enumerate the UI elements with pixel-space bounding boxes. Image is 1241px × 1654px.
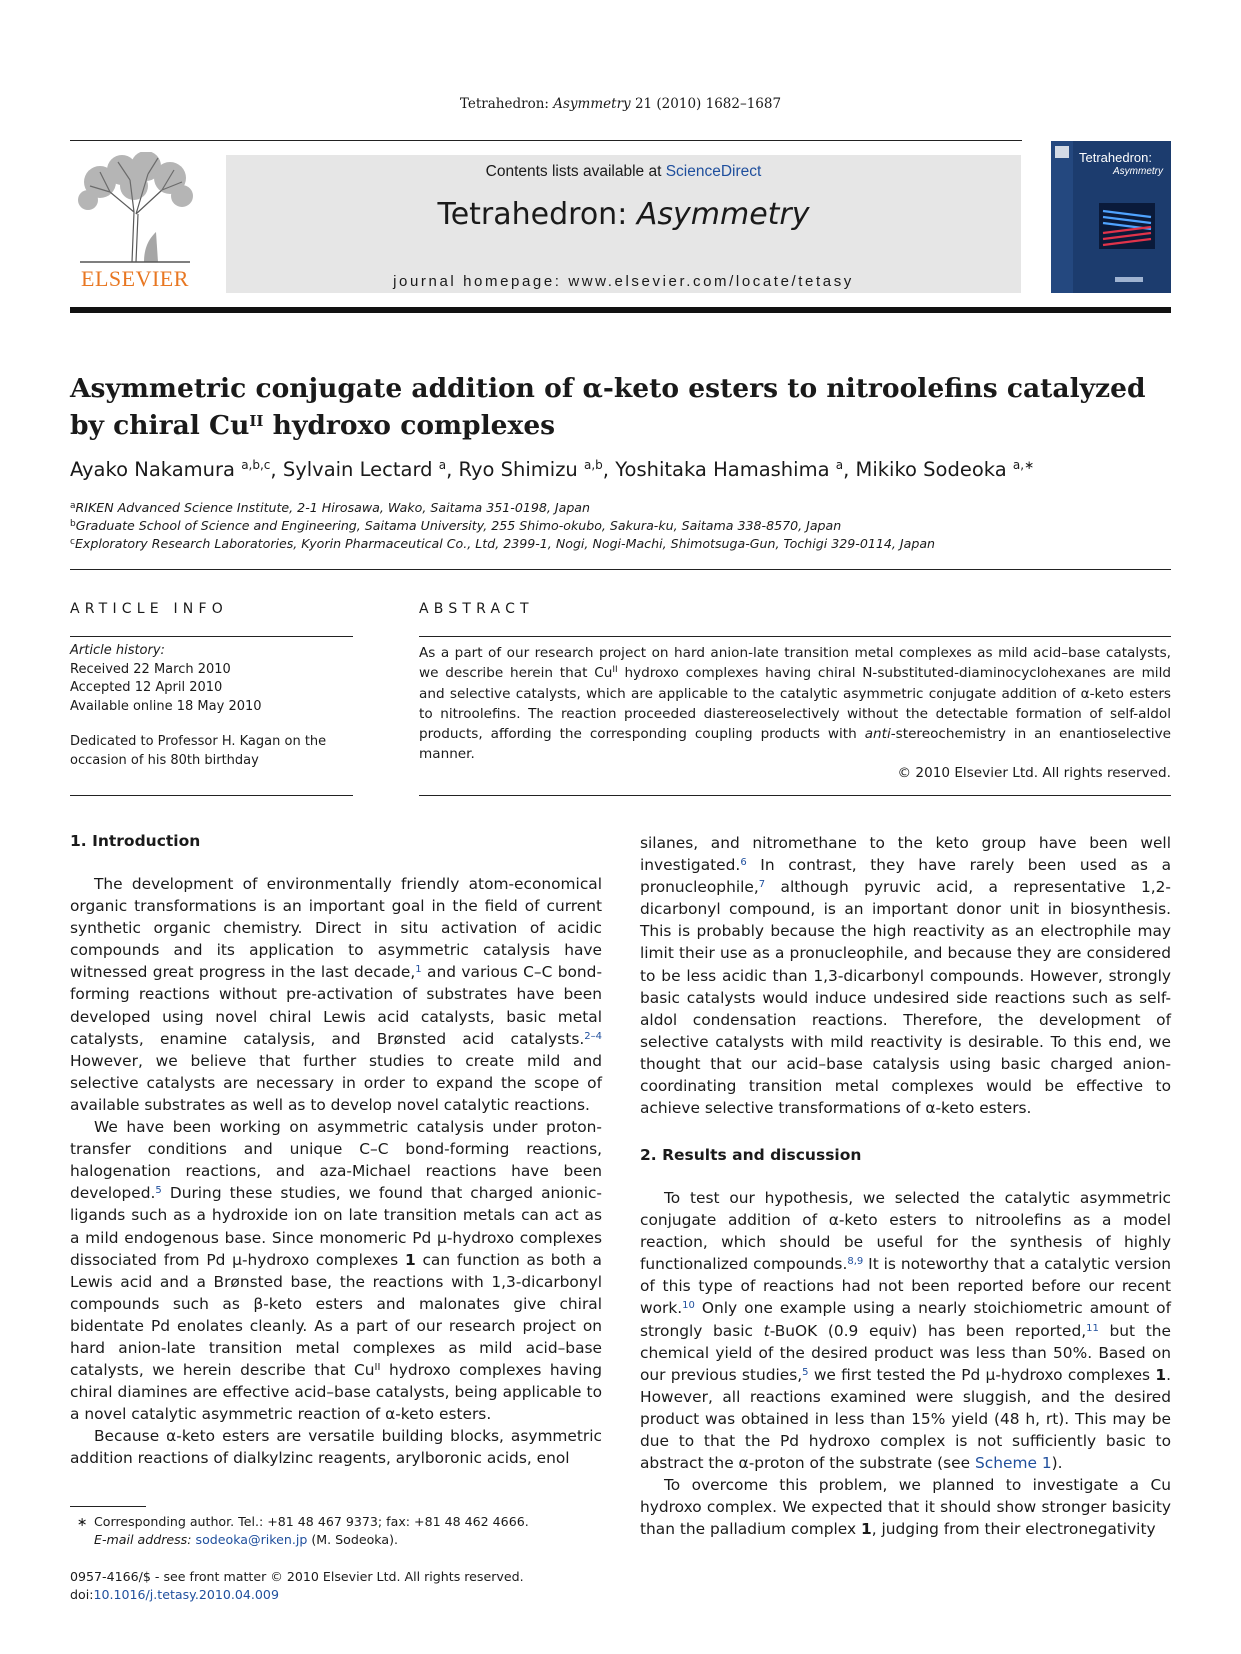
reference-link[interactable]: 6	[740, 857, 747, 869]
abstract-rule	[419, 636, 1171, 637]
header-rule	[70, 140, 1022, 141]
reference-link[interactable]: 8,9	[847, 1256, 864, 1268]
reference-link[interactable]: 11	[1086, 1322, 1099, 1334]
issn-line: 0957-4166/$ - see front matter © 2010 Elsevier Ltd. All rights reserved.	[70, 1569, 524, 1584]
cover-title: Tetrahedron: Asymmetry	[1079, 150, 1163, 177]
affiliation: $^b$Graduate School of Science and Engineering, Saitama University, 255 Shimo-okubo, Sakura-ku, Saitama 338-8570, Japan	[70, 518, 842, 533]
sciencedirect-link[interactable]: ScienceDirect	[665, 163, 762, 180]
front-matter-rule	[70, 569, 1171, 570]
abstract-bottom-rule	[419, 795, 1171, 796]
paragraph: The development of environmentally friendly atom-economical organic transformations is an important goal in the field of current synthetic organic chemistry. Direct in situ activation of acidic compounds and its application to asymmetric catalysis have witnessed great progress in the last decade,$^1$ and various C–C bond-forming reactions without pre-activation of substrates have been developed using novel chiral Lewis acid catalysts, basic metal catalysts, enamine catalysis, and Brønsted acid catalysts.$^{2-4}$ However, we believe that further studies to create mild and selective catalysts are necessary in order to expand the scope of available substrates as well as to develop novel catalytic reactions.	[70, 875, 602, 1114]
scheme-link[interactable]: Scheme 1	[975, 1454, 1052, 1473]
article-info-heading: ARTICLE INFO	[70, 601, 228, 617]
author[interactable]: Sylvain Lectard $^a$	[282, 458, 447, 481]
abstract-text: As a part of our research project on hard anion-late transition metal complexes as mild acid–base catalysts, we describe herein that $Cu^{II}$ hydroxo complexes having chiral N-substituted-diaminocyclohexanes are mild and selective catalysts, which are applicable to the catalytic asymmetric conjugate addition of α-keto esters to nitroolefins. The reaction proceeded diastereoselectively without the detectable formation of self-aldol products, affording the corresponding coupling products with anti-stereochemistry in an enantioselective manner.	[419, 645, 1171, 763]
reference-link[interactable]: 7	[758, 879, 766, 891]
article-history: Article history: Received 22 March 2010 Accepted 12 April 2010 Available online 18 May 2010	[70, 643, 262, 714]
header-thick-rule	[70, 307, 1171, 313]
affiliation: $^c$Exploratory Research Laboratories, Kyorin Pharmaceutical Co., Ltd, 2399-1, Nogi, Nogi-Machi, Shimotsuga-Gun, Tochigi 329-0114, Japan	[70, 536, 936, 551]
author-list: Ayako Nakamura $^{a,b,c}$, Sylvain Lectard $^a$, Ryo Shimizu $^{a,b}$, Yoshitaka Hamashima $^a$, Mikiko Sodeoka $^{a,∗}$	[70, 458, 1035, 481]
paragraph: To overcome this problem, we planned to investigate a Cu hydroxo complex. We expected that it should show stronger basicity than the palladium complex 1, judging from their electronegativity	[640, 1476, 1171, 1539]
cover-logo-icon	[1054, 145, 1070, 159]
author[interactable]: Ryo Shimizu $^{a,b}$	[458, 458, 603, 481]
email-note: E-mail address: sodeoka@riken.jp (M. Sodeoka).	[94, 1532, 398, 1547]
contents-line: Contents lists available at ScienceDirect	[485, 163, 762, 180]
abstract-copyright: © 2010 Elsevier Ltd. All rights reserved.	[897, 765, 1171, 781]
footnote-rule	[70, 1506, 146, 1507]
right-column-top	[640, 832, 1171, 1119]
article-info-bottom-rule	[70, 795, 353, 796]
section-heading-introduction: 1. Introduction	[70, 832, 201, 850]
doi-link[interactable]: 10.1016/j.tetasy.2010.04.009	[93, 1587, 279, 1602]
corresponding-author-note: ∗ Corresponding author. Tel.: +81 48 467 9373; fax: +81 48 462 4666.	[76, 1514, 529, 1529]
author[interactable]: Ayako Nakamura $^{a,b,c}$	[70, 458, 271, 481]
tree-icon	[70, 152, 200, 264]
dedication: Dedicated to Professor H. Kagan on the occasion of his 80th birthday	[70, 734, 327, 768]
journal-name: Tetrahedron: Asymmetry	[437, 197, 810, 232]
cover-spine	[1051, 141, 1073, 293]
abstract-heading: ABSTRACT	[419, 601, 534, 617]
paragraph: To test our hypothesis, we selected the catalytic asymmetric conjugate addition of α-keto esters to nitroolefins as a model reaction, which should be useful for the synthesis of highly functionalized compounds.$^{8,9}$ It is noteworthy that a catalytic version of this type of reactions had not been reported before our recent work.$^{10}$ Only one example using a nearly stoichiometric amount of strongly basic t-BuOK (0.9 equiv) has been reported,$^{11}$ but the chemical yield of the desired product was less than 50%. Based on our previous studies,$^5$ we first tested the Pd μ-hydroxo complexes 1. However, all reactions examined were sluggish, and the desired product was obtained in less than 15% yield (48 h, rt). This may be due to that the Pd hydroxo complex is not sufficiently basic to abstract the α-proton of the substrate (see Scheme 1).	[640, 1189, 1172, 1473]
reference-link[interactable]: 10	[682, 1300, 695, 1312]
elsevier-wordmark: ELSEVIER	[81, 266, 189, 291]
paragraph: silanes, and nitromethane to the keto group have been well investigated.$^6$ In contrast, they have rarely been used as a pronucleophile,$^7$ although pyruvic acid, a representative 1,2-dicarbonyl compound, is an important donor unit in biosynthesis. This is probably because the high reactivity as an electrophile may limit their use as a pronucleophile, and because they are considered to be less acidic than 1,3-dicarbonyl compounds. However, strongly basic catalysts would induce undesired side reactions such as self-aldol condensation reactions. Therefore, the development of selective catalysts with mild reactivity is desirable. To this end, we thought that our acid–base catalysis using basic charged anion-coordinating transition metal complexes would be effective to achieve selective transformations of α-keto esters.	[640, 834, 1171, 1118]
cover-publisher-mark	[1115, 277, 1143, 282]
elsevier-logo	[70, 152, 200, 292]
journal-citation: Tetrahedron: Asymmetry 21 (2010) 1682–1687	[459, 96, 782, 112]
reference-link[interactable]: 2–4	[584, 1030, 602, 1042]
right-column-bottom	[640, 1187, 1171, 1541]
doi-line: doi:10.1016/j.tetasy.2010.04.009	[70, 1587, 279, 1602]
reference-link[interactable]: 5	[802, 1366, 809, 1378]
article-title: Asymmetric conjugate addition of α-keto esters to nitroolefins catalyzed by chiral $Cu^{II}$ hydroxo complexes	[70, 373, 1146, 441]
left-column	[70, 873, 602, 1470]
paragraph: We have been working on asymmetric catalysis under proton-transfer conditions and unique C–C bond-forming reactions, halogenation reactions, and aza-Michael reactions have been developed.$^5$ During these studies, we found that charged anionic-ligands such as a hydroxide ion on late transition metals can act as a mild endogenous base. Since monomeric Pd μ-hydroxo complexes dissociated from Pd μ-hydroxo complexes 1 can function as both a Lewis acid and a Brønsted base, the reactions with 1,3-dicarbonyl compounds such as β-keto esters and malonates give chiral bidentate Pd enolates cleanly. As a part of our research project on hard anion-late transition metal complexes as mild acid–base catalysts, we herein describe that $Cu^{II}$ hydroxo complexes having chiral diamines are effective acid–base catalysts, being applicable to a novel catalytic asymmetric reaction of α-keto esters.	[70, 1118, 602, 1424]
paragraph: Because α-keto esters are versatile building blocks, asymmetric addition reactions of dialkylzinc reagents, arylboronic acids, enol	[70, 1427, 602, 1468]
author[interactable]: Yoshitaka Hamashima $^a$	[615, 458, 844, 481]
article-info-rule	[70, 636, 353, 637]
section-heading-results: 2. Results and discussion	[640, 1146, 862, 1164]
author[interactable]: Mikiko Sodeoka $^{a,∗}$	[855, 458, 1035, 481]
journal-cover	[1051, 141, 1171, 293]
affiliation: $^a$RIKEN Advanced Science Institute, 2-1 Hirosawa, Wako, Saitama 351-0198, Japan	[70, 500, 591, 515]
cover-artwork-icon	[1099, 203, 1155, 249]
journal-homepage[interactable]: journal homepage: www.elsevier.com/locate/tetasy	[393, 273, 854, 290]
reference-link[interactable]: 1	[415, 964, 422, 976]
reference-link[interactable]: 5	[155, 1185, 162, 1197]
email-link[interactable]: sodeoka@riken.jp	[195, 1532, 308, 1547]
journal-banner	[226, 155, 1021, 293]
